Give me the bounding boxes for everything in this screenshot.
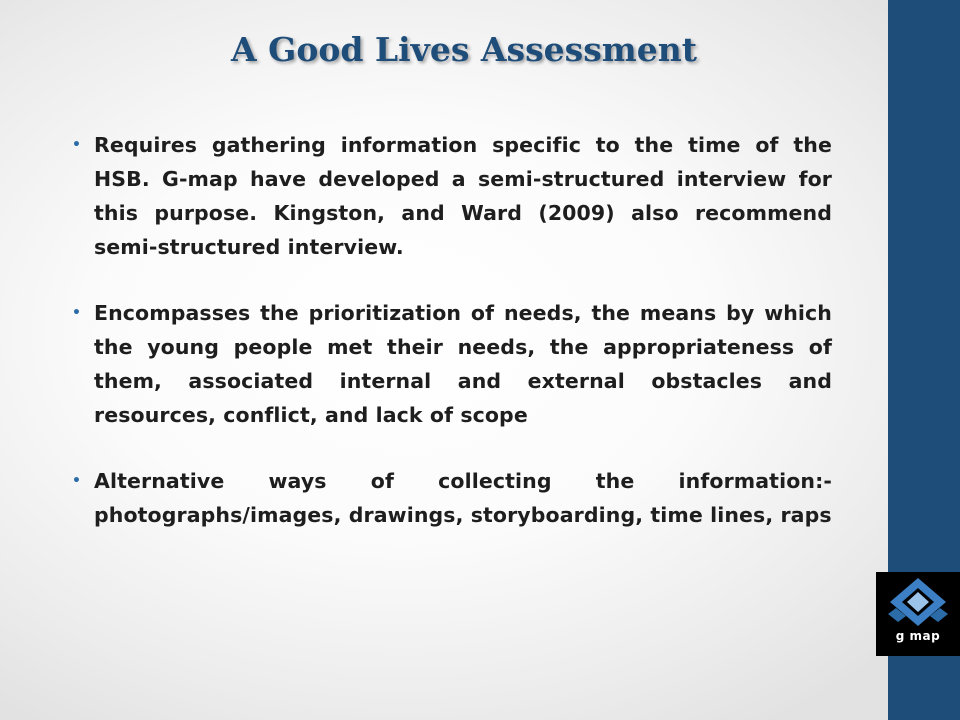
slide-title: A Good Lives Assessment [231,30,697,69]
bullet-list [72,128,832,532]
bullet-item [72,464,832,532]
logo-text: g map [895,629,941,643]
gmap-logo [876,572,960,656]
bullet-icon: • [72,305,82,321]
bullet-item [72,128,832,264]
bullet-text: Alternative ways of collecting the information:- photographs/images, drawings, storyboarding, time lines, raps [94,469,832,527]
bullet-icon: • [72,137,82,153]
bullet-item [72,296,832,432]
bullet-icon: • [72,473,82,489]
bullet-text: Encompasses the prioritization of needs, the means by which the young people met their needs, the appropriateness of them, associated internal and external obstacles and resources, conflict, and lack of scope [94,301,832,427]
bullet-text: Requires gathering information specific to the time of the HSB. G-map have developed a semi-structured interview for this purpose. Kingston, and Ward (2009) also recommend semi-structured interview. [94,133,832,259]
